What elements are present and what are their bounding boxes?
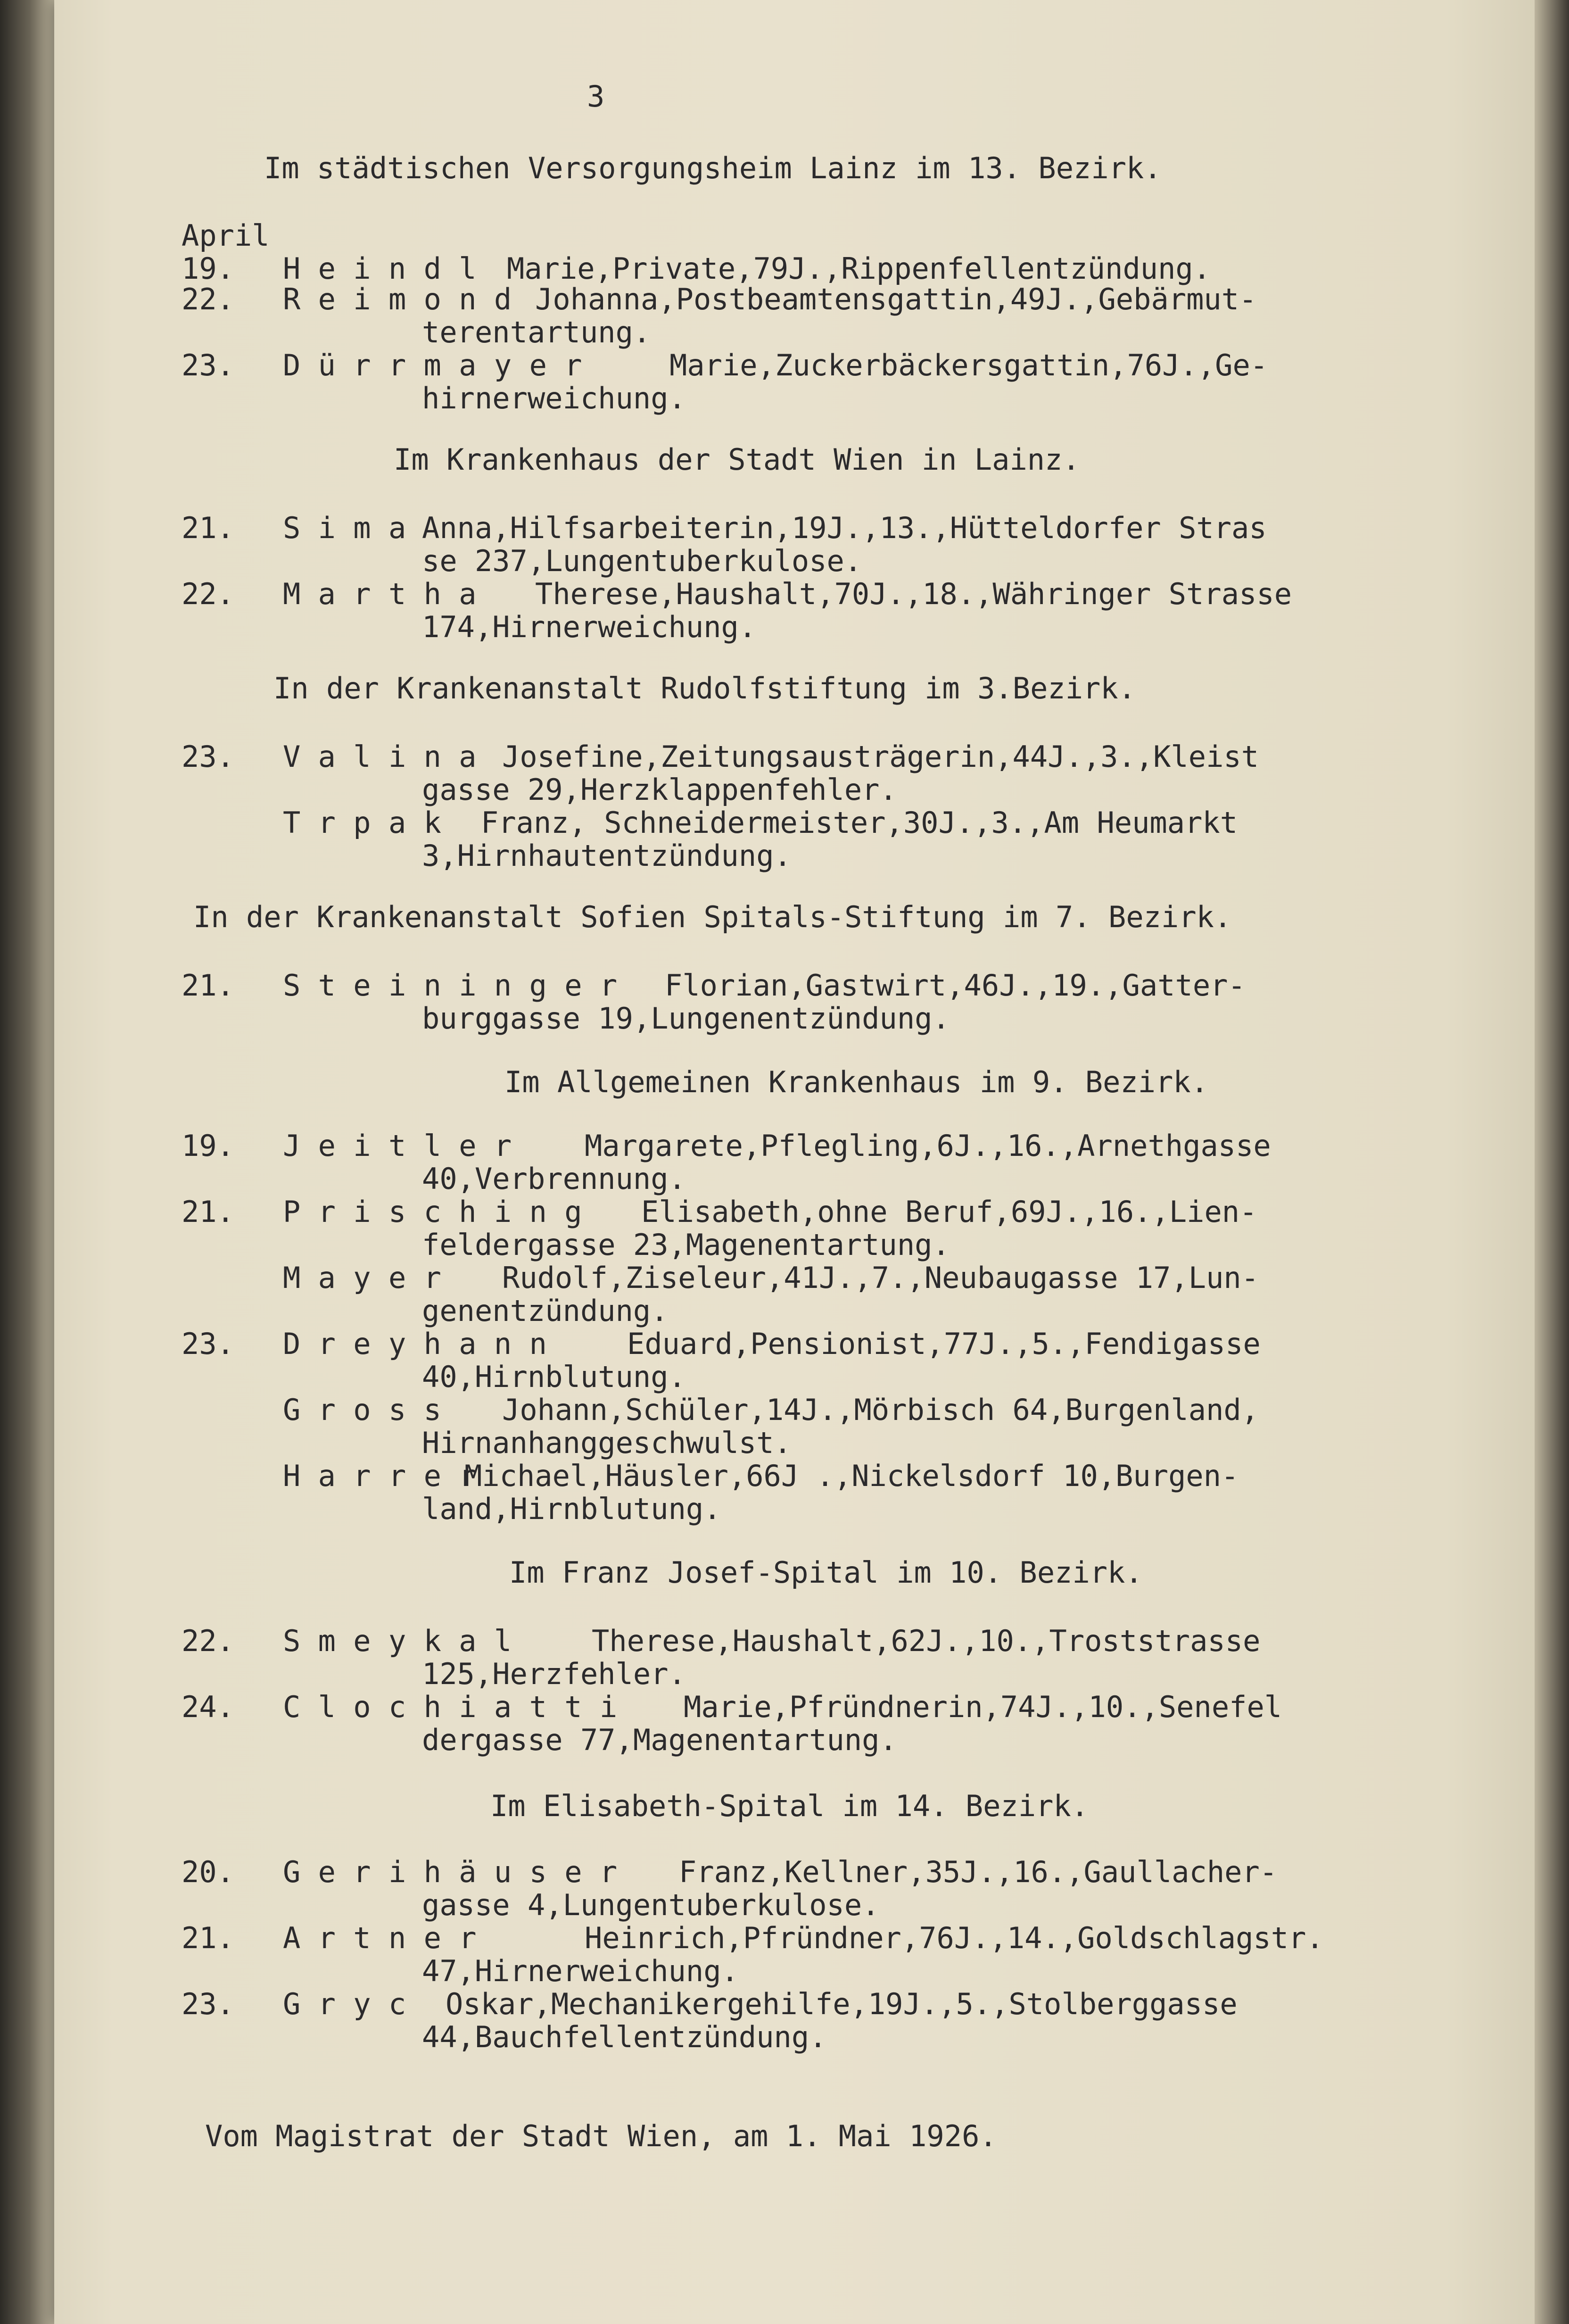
entry-text: Hirnanhanggeschwulst.	[422, 1426, 792, 1460]
entry-surname: J e i t l e r	[283, 1129, 512, 1163]
entry-text: Elisabeth,ohne Beruf,69J.,16.,Lien-	[641, 1195, 1257, 1229]
entry-surname: M a y e r	[283, 1261, 441, 1295]
entry-surname: T r p a k	[283, 805, 441, 840]
entry-text: Therese,Haushalt,70J.,18.,Währinger Strasse	[535, 577, 1292, 611]
entry-surname: C l o c h i a t t i	[283, 1690, 618, 1724]
entry-text: Marie,Zuckerbäckersgattin,76J.,Ge-	[669, 348, 1268, 382]
section-heading: In der Krankenanstalt Rudolfstiftung im 3.Bezirk.	[273, 671, 1136, 706]
entry-text: Anna,Hilfsarbeiterin,19J.,13.,Hütteldorfer Stras	[422, 511, 1267, 545]
entry-surname: R e i m o n d	[283, 282, 512, 316]
entry-day: 23.	[182, 1327, 234, 1361]
entry-day: 19.	[182, 1129, 234, 1163]
entry-text: Florian,Gastwirt,46J.,19.,Gatter-	[665, 968, 1246, 1003]
entry-text: 47,Hirnerweichung.	[422, 1954, 739, 1988]
entry-text: Margarete,Pflegling,6J.,16.,Arnethgasse	[585, 1129, 1271, 1163]
entry-day: 22.	[182, 577, 234, 611]
entry-text: dergasse 77,Magenentartung.	[422, 1723, 897, 1757]
entry-surname: G e r i h ä u s e r	[283, 1855, 618, 1889]
entry-surname: S m e y k a l	[283, 1624, 512, 1658]
entry-text: Marie,Private,79J.,Rippenfellentzündung.	[507, 251, 1211, 286]
entry-surname: D ü r r m a y e r	[283, 348, 582, 382]
entry-text: burggasse 19,Lungenentzündung.	[422, 1001, 950, 1036]
entry-text: feldergasse 23,Magenentartung.	[422, 1228, 950, 1262]
entry-day: 19.	[182, 251, 234, 286]
entry-text: Johanna,Postbeamtensgattin,49J.,Gebärmut-	[535, 282, 1257, 316]
entry-text: Oskar,Mechanikergehilfe,19J.,5.,Stolberggasse	[446, 1987, 1238, 2021]
entry-day: 21.	[182, 1921, 234, 1955]
entry-text: Therese,Haushalt,62J.,10.,Troststrasse	[592, 1624, 1261, 1658]
section-heading: Im Krankenhaus der Stadt Wien in Lainz.	[394, 442, 1080, 477]
entry-text: Heinrich,Pfründner,76J.,14.,Goldschlagstr.	[585, 1921, 1324, 1955]
entry-text: hirnerweichung.	[422, 381, 686, 415]
entry-text: genentzündung.	[422, 1294, 669, 1328]
entry-text: 44,Bauchfellentzündung.	[422, 2020, 827, 2054]
page-number: 3	[587, 79, 605, 114]
entry-text: gasse 29,Herzklappenfehler.	[422, 772, 897, 807]
page-edge	[1535, 0, 1569, 2324]
entry-day: 21.	[182, 968, 234, 1003]
entry-surname: P r i s c h i n g	[283, 1195, 582, 1229]
section-heading: In der Krankenanstalt Sofien Spitals-Stiftung im 7. Bezirk.	[193, 900, 1232, 934]
entry-day: 20.	[182, 1855, 234, 1889]
section-heading: Im Franz Josef-Spital im 10. Bezirk.	[509, 1555, 1143, 1590]
month-label: April	[182, 218, 270, 253]
entry-surname: M a r t h a	[283, 577, 477, 611]
entry-day: 22.	[182, 282, 234, 316]
entry-text: Marie,Pfründnerin,74J.,10.,Senefel	[684, 1690, 1282, 1724]
entry-day: 22.	[182, 1624, 234, 1658]
entry-day: 21.	[182, 1195, 234, 1229]
entry-text: terentartung.	[422, 315, 651, 349]
footer-signature: Vom Magistrat der Stadt Wien, am 1. Mai 1926.	[205, 2119, 997, 2153]
paper-sheet	[54, 0, 1535, 2324]
entry-text: Johann,Schüler,14J.,Mörbisch 64,Burgenland,	[502, 1393, 1259, 1427]
entry-surname: G r o s s	[283, 1393, 441, 1427]
entry-text: Josefine,Zeitungsausträgerin,44J.,3.,Kleist	[502, 739, 1259, 774]
entry-text: 174,Hirnerweichung.	[422, 610, 757, 644]
entry-day: 23.	[182, 1987, 234, 2021]
entry-surname: G r y c	[283, 1987, 406, 2021]
entry-surname: S t e i n i n g e r	[283, 968, 618, 1003]
entry-surname: V a l i n a	[283, 739, 477, 774]
book-binding	[0, 0, 54, 2324]
section-heading: Im Allgemeinen Krankenhaus im 9. Bezirk.	[504, 1065, 1209, 1099]
entry-text: Rudolf,Ziseleur,41J.,7.,Neubaugasse 17,Lun-	[502, 1261, 1259, 1295]
entry-day: 23.	[182, 739, 234, 774]
entry-text: 40,Verbrennung.	[422, 1162, 686, 1196]
entry-surname: H e i n d l	[283, 251, 477, 286]
entry-text: se 237,Lungentuberkulose.	[422, 544, 862, 578]
entry-surname: D r e y h a n n	[283, 1327, 547, 1361]
entry-day: 23.	[182, 348, 234, 382]
page-title: Im städtischen Versorgungsheim Lainz im 13. Bezirk.	[264, 151, 1162, 185]
entry-surname: H a r r e r	[283, 1459, 477, 1493]
entry-text: Eduard,Pensionist,77J.,5.,Fendigasse	[627, 1327, 1261, 1361]
entry-text: 40,Hirnblutung.	[422, 1360, 686, 1394]
entry-text: 3,Hirnhautentzündung.	[422, 838, 792, 873]
entry-day: 24.	[182, 1690, 234, 1724]
entry-text: land,Hirnblutung.	[422, 1492, 721, 1526]
section-heading: Im Elisabeth-Spital im 14. Bezirk.	[490, 1789, 1089, 1823]
entry-surname: A r t n e r	[283, 1921, 477, 1955]
entry-surname: S i m a	[283, 511, 406, 545]
entry-text: gasse 4,Lungentuberkulose.	[422, 1888, 880, 1922]
entry-day: 21.	[182, 511, 234, 545]
entry-text: 125,Herzfehler.	[422, 1657, 686, 1691]
entry-text: Franz,Kellner,35J.,16.,Gaullacher-	[679, 1855, 1278, 1889]
entry-text: Franz, Schneidermeister,30J.,3.,Am Heumarkt	[481, 805, 1238, 840]
entry-text: Michael,Häusler,66J .,Nickelsdorf 10,Burgen-	[464, 1459, 1239, 1493]
